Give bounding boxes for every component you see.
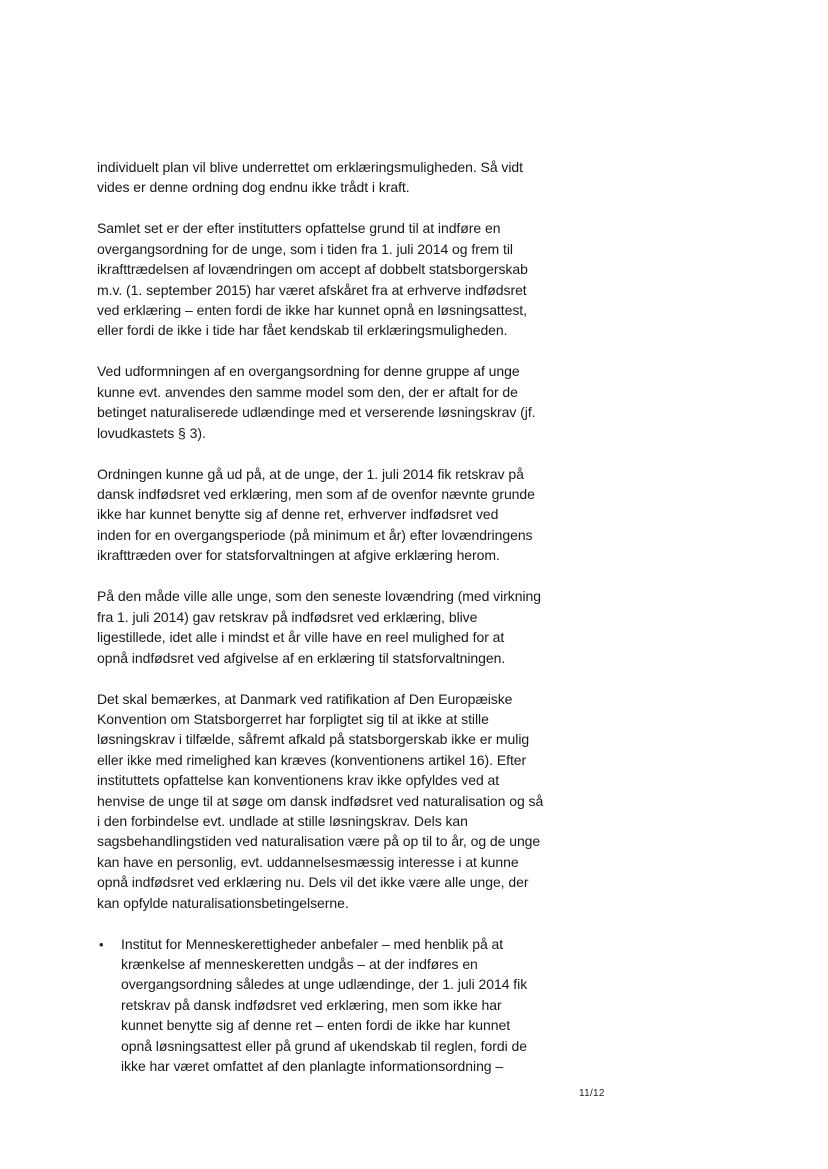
text-line: Konvention om Statsborgerret har forpligtet sig til at ikke at stille [97,710,489,727]
text-line: Ordningen kunne gå ud på, at de unge, der 1. juli 2014 fik retskrav på [97,465,524,482]
text-line: i den forbindelse evt. undlade at stille løsningskrav. Dels kan [97,812,468,829]
text-line: instituttets opfattelse kan konventionens krav ikke opfyldes ved at [97,772,500,789]
text-line: kunne evt. anvendes den samme model som den, der er aftalt for de [97,383,518,400]
text-line: henvise de unge til at søge om dansk indfødsret ved naturalisation og så [97,792,544,809]
text-line: Ved udformningen af en overgangsordning for denne gruppe af unge [97,363,520,380]
paragraph-2 [97,218,577,340]
text-line: lovudkastets § 3). [97,424,206,441]
text-line: kan opfylde naturalisationsbetingelserne. [97,894,349,911]
text-line: individuelt plan vil blive underrettet om erklæringsmuligheden. Så vidt [97,159,524,175]
text-line: overgangsordning for de unge, som i tiden fra 1. juli 2014 og frem til [97,240,513,257]
document-body [97,157,577,1076]
text-line: ikrafttrædelsen af lovændringen om accept af dobbelt statsborgerskab [97,261,528,278]
text-line: krænkelse af menneskeretten undgås – at der indføres en [121,955,478,972]
text-line: ligestillede, idet alle i mindst et år ville have en reel mulighed for at [97,629,505,646]
page-number: 11/12 [579,1088,605,1099]
text-line: dansk indfødsret ved erklæring, men som af de ovenfor nævnte grunde [97,486,535,503]
text-line: kan have en personlig, evt. uddannelsesmæssig interesse i at kunne [97,853,519,870]
text-line: eller fordi de ikke i tide har fået kendskab til erklæringsmuligheden. [97,322,508,339]
paragraph-1 [97,157,577,198]
recommendation-bullet [97,934,577,1077]
paragraph-6 [97,689,577,913]
text-line: opnå løsningsattest eller på grund af ukendskab til reglen, fordi de [121,1037,527,1054]
text-line: inden for en overgangsperiode (på minimum et år) efter lovændringens [97,526,533,543]
text-line: kunnet benytte sig af denne ret – enten fordi de ikke har kunnet [121,1017,511,1034]
paragraph-3 [97,361,577,443]
text-line: opnå indfødsret ved erklæring nu. Dels vil det ikke være alle unge, der [97,874,529,891]
text-line: eller ikke med rimelighed kan kræves (konventionens artikel 16). Efter [97,751,527,768]
paragraph-5 [97,586,577,668]
paragraph-4 [97,464,577,566]
text-line: Det skal bemærkes, at Danmark ved ratifikation af Den Europæiske [97,690,513,707]
text-line: vides er denne ordning dog endnu ikke trådt i kraft. [97,179,410,196]
text-line: opnå indfødsret ved afgivelse af en erklæring til statsforvaltningen. [97,649,506,666]
text-line: retskrav på dansk indfødsret ved erklæring, men som ikke har [121,996,502,1013]
text-line: ikrafttræden over for statsforvaltningen at afgive erklæring herom. [97,547,500,564]
text-line: fra 1. juli 2014) gav retskrav på indfødsret ved erklæring, blive [97,608,478,625]
text-line: betinget naturaliserede udlændinge med et verserende løsningskrav (jf. [97,404,536,421]
text-line: ikke har kunnet benytte sig af denne ret, erhverver indfødsret ved [97,506,499,523]
bullet-point-icon: • [99,936,104,952]
text-line: Institut for Menneskerettigheder anbefaler – med henblik på at [121,935,504,952]
text-line: ikke har været omfattet af den planlagte informationsordning – [121,1058,504,1074]
text-line: løsningskrav i tilfælde, såfremt afkald på statsborgerskab ikke er mulig [97,731,530,748]
text-line: m.v. (1. september 2015) har været afskåret fra at erhverve indfødsret [97,281,527,298]
text-line: sagsbehandlingstiden ved naturalisation være på op til to år, og de unge [97,833,541,850]
text-line: ved erklæring – enten fordi de ikke har kunnet opnå en løsningsattest, [97,302,527,319]
text-line: På den måde ville alle unge, som den seneste lovændring (med virkning [97,588,542,605]
text-line: Samlet set er der efter institutters opfattelse grund til at indføre en [97,220,501,237]
text-line: overgangsordning således at unge udlændinge, der 1. juli 2014 fik [121,976,528,993]
